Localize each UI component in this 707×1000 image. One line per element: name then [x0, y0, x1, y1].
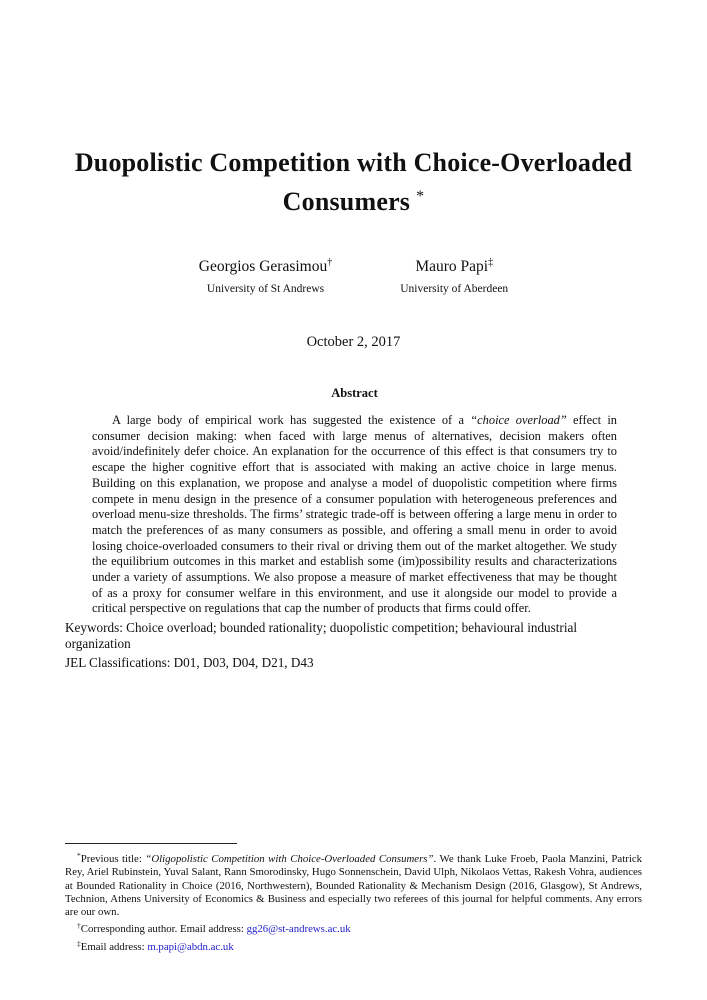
footnote-rule — [65, 843, 237, 844]
footnote-dagger — [65, 919, 642, 936]
author-2-affiliation: University of Aberdeen — [400, 283, 509, 295]
footnote-star-italic: “Oligopolistic Competition with Choice-Overloaded Consumers” — [145, 853, 434, 865]
title-footnote-marker: * — [416, 188, 425, 205]
abstract-section — [92, 386, 617, 617]
footnote-star-pre: Previous title: — [80, 853, 146, 865]
corresponding-author-email-link[interactable]: gg26@st-andrews.ac.uk — [246, 923, 351, 936]
footnote-area — [65, 843, 642, 954]
abstract-italic-phrase: “choice overload” — [470, 413, 567, 427]
abstract-text-part1: A large body of empirical work has suggested the existence of a — [112, 413, 471, 427]
paper-title-line-2-text: Consumers — [282, 187, 411, 216]
author-1-footnote-marker: † — [327, 257, 333, 268]
abstract-text-part2: effect in consumer decision making: when faced with large menus of alternatives, decision makers often avoid/indefinitely defer choice. An explanation for the occurrence of this effect is that consumers try to escape the higher cognitive effort that is associated with making an active choice in large menus. Building on this explanation, we propose and analyse a model of duopolistic competition where firms compete in menu design in the presence of a consumer population with heterogeneous preferences and overload menu-size thresholds. The firms’ strategic trade-off is between offering a large menu in order to match the preferences of as many consumers as possible, and offering a small menu in order to avoid losing choice-overloaded consumers to their rival or driving them out of the market altogether. We study the equilibrium outcomes in this market and establish some (im)possibility results and characterizations under a variety of assumptions. We also propose a measure of market effectiveness that may be thought of as a proxy for consumer welfare in this environment, and use it alongside our model to provide a critical perspective on regulations that cap the number of products that firms could offer. — [92, 413, 617, 616]
authors-row — [0, 253, 707, 295]
second-author-email-link[interactable]: m.papi@abdn.ac.uk — [147, 940, 234, 953]
paper-title-line-1: Duopolistic Competition with Choice-Overloaded — [74, 148, 633, 177]
author-2-name-text: Mauro Papi — [415, 258, 489, 275]
footnote-ddagger-marker: ‡ — [77, 938, 81, 948]
footnote-dagger-text: Corresponding author. Email address: — [80, 923, 247, 936]
abstract-text — [92, 413, 617, 617]
footnote-ddagger — [65, 937, 642, 954]
author-2 — [400, 253, 508, 295]
author-1-affiliation: University of St Andrews — [206, 283, 325, 295]
footnote-dagger-marker: † — [77, 921, 81, 931]
keywords-line: Keywords: Choice overload; bounded rationality; duopolistic competition; behavioural industrial organization — [65, 620, 578, 651]
footnote-star-post: . We thank Luke Froeb, Paola Manzini, Patrick Rey, Ariel Rubinstein, Yuval Salant, Rann Smorodinsky, Hugo Sonnenschein, David Ulph, Nikolaos Vettas, Rakesh Vohra, audiences at Bounded Rationality in Choice (2016, Northwestern), Bounded Rationality & Mechanism Design (2016, Glasgow), St Andrews, Technion, Athens University of Economics & Business and especially two referees of this journal for helpful comments. Any errors are our own. — [65, 853, 643, 919]
author-1-name — [199, 253, 332, 276]
abstract-heading: Abstract — [331, 386, 378, 400]
footnote-star-marker: * — [77, 851, 81, 860]
jel-classifications-line: JEL Classifications: D01, D03, D04, D21, D43 — [65, 655, 314, 670]
paper-title-line-2 — [0, 180, 707, 219]
author-2-name — [400, 253, 508, 276]
footnote-star — [65, 849, 642, 919]
author-1-name-text: Georgios Gerasimou — [198, 258, 328, 275]
footnote-ddagger-text: Email address: — [80, 940, 148, 953]
paper-title — [0, 146, 707, 219]
author-1 — [199, 253, 332, 295]
author-2-footnote-marker: ‡ — [488, 257, 494, 268]
paper-date: October 2, 2017 — [306, 334, 401, 350]
